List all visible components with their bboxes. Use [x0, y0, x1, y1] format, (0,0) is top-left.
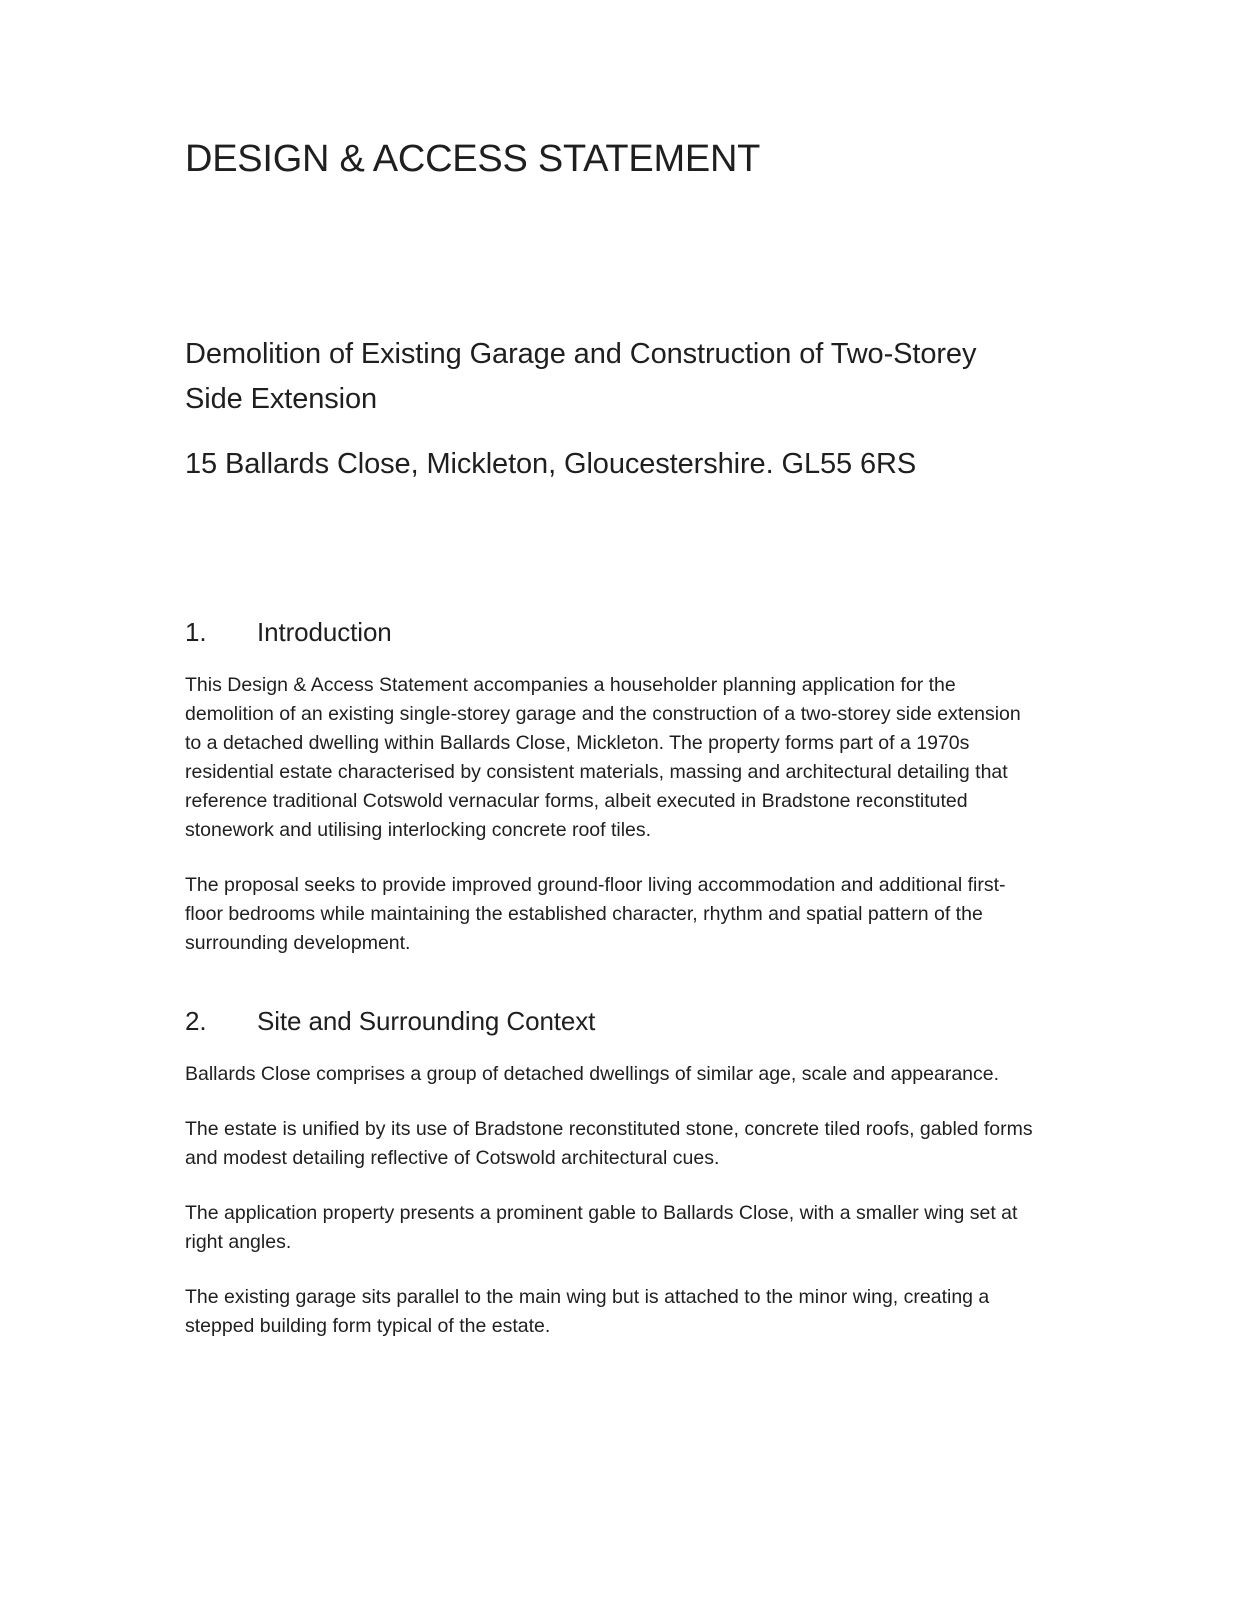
paragraph: Ballards Close comprises a group of detached dwellings of similar age, scale and appearance. [185, 1063, 1000, 1085]
document-title: DESIGN & ACCESS STATEMENT [185, 138, 761, 180]
section-heading-text: Introduction [257, 617, 392, 647]
section-introduction [185, 615, 1033, 958]
paragraph: The proposal seeks to provide improved ground-floor living accommodation and additional first-floor bedrooms while maintaining the established character, rhythm and spatial pattern of the surrounding development. [185, 874, 1006, 954]
section-heading [185, 615, 1033, 649]
paragraph: The existing garage sits parallel to the main wing but is attached to the minor wing, creating a stepped building form typical of the estate. [185, 1286, 990, 1337]
section-number: 2. [185, 1006, 207, 1036]
paragraph: This Design & Access Statement accompanies a householder planning application for the demolition of an existing single-storey garage and the construction of a two-storey side extension to a detached dwelling within Ballards Close, Mickleton. The property forms part of a 1970s residential estate characterised by consistent materials, massing and architectural detailing that reference traditional Cotswold vernacular forms, albeit executed in Bradstone reconstituted stonework and utilising interlocking concrete roof tiles. [185, 674, 1021, 841]
section-heading [185, 1004, 1033, 1038]
paragraph: The estate is unified by its use of Bradstone reconstituted stone, concrete tiled roofs, gabled forms and modest detailing reflective of Cotswold architectural cues. [185, 1118, 1033, 1169]
section-number: 1. [185, 617, 207, 647]
section-site-context [185, 1004, 1033, 1341]
proposal-title: Demolition of Existing Garage and Construction of Two-Storey Side Extension [185, 338, 977, 415]
site-address: 15 Ballards Close, Mickleton, Gloucestershire. GL55 6RS [185, 448, 917, 480]
paragraph: The application property presents a prominent gable to Ballards Close, with a smaller wing set at right angles. [185, 1202, 1018, 1253]
section-heading-text: Site and Surrounding Context [257, 1006, 596, 1036]
document-content [185, 0, 1033, 1367]
